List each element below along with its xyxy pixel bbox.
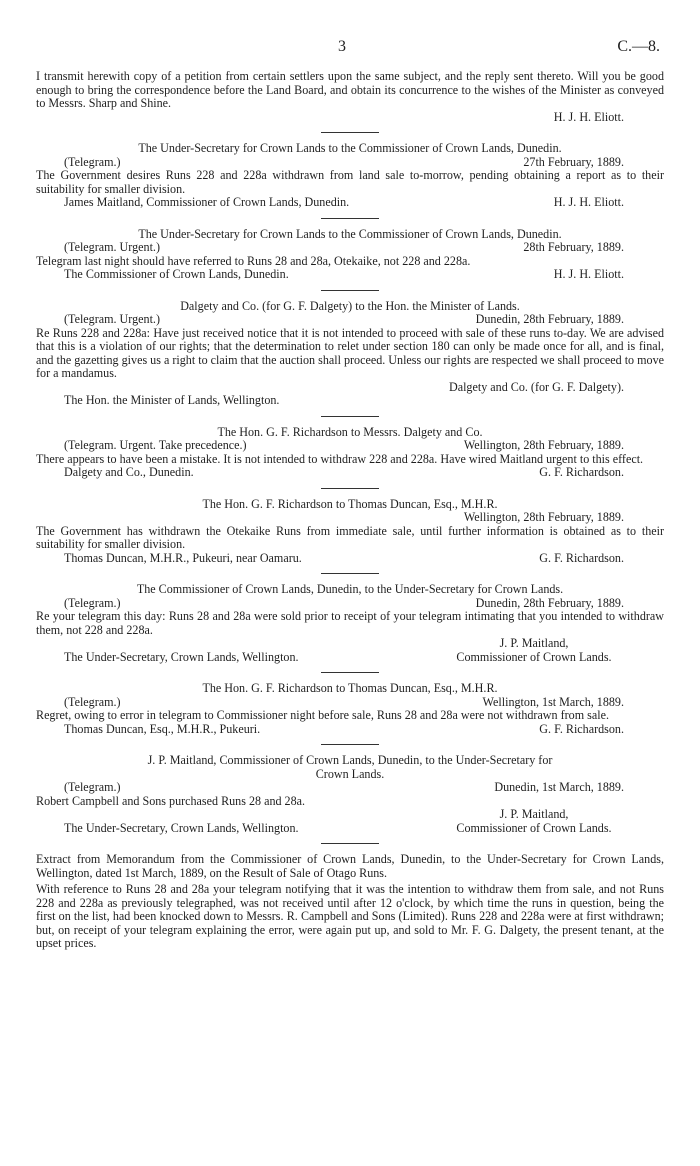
telegram-signature-title: Commissioner of Crown Lands.: [456, 820, 612, 835]
telegram-date: Wellington, 28th February, 1889.: [463, 438, 624, 452]
page-number: 3: [338, 38, 346, 55]
section-divider: [321, 218, 379, 219]
section-divider: [321, 290, 379, 291]
telegram-addressee: Thomas Duncan, Esq., M.H.R., Pukeuri.: [64, 721, 261, 736]
document-series: C.—8.: [617, 38, 660, 55]
telegram-signature: G. F. Richardson.: [539, 465, 624, 479]
telegram-3: [36, 300, 664, 408]
telegram-type: (Telegram. Urgent. Take precedence.): [64, 438, 247, 452]
telegram-date: 27th February, 1889.: [523, 154, 624, 169]
document-body: [36, 70, 664, 951]
telegram-signature: G. F. Richardson.: [539, 721, 624, 736]
section-divider: [321, 132, 379, 133]
section-divider: [321, 843, 379, 844]
telegram-body: The Government has withdrawn the Otekaike Runs from immediate sale, until further information is obtained as to their suitability for smaller division.: [36, 523, 664, 551]
page-header: [0, 38, 700, 60]
telegram-heading: The Hon. G. F. Richardson to Messrs. Dalgety and Co.: [217, 424, 483, 439]
telegram-heading: The Hon. G. F. Richardson to Thomas Duncan, Esq., M.H.R.: [202, 496, 498, 511]
intro-text: I transmit herewith copy of a petition from certain settlers upon the same subject, and the reply sent thereto. Will you be good enough to bring the correspondence before the Land Board, and obtain its concurrence to the wishes of the Minister as conveyed to Messrs. Sharp and Shine.: [36, 69, 664, 110]
telegram-type: (Telegram.): [64, 694, 121, 709]
section-divider: [321, 744, 379, 745]
telegram-4: [36, 426, 664, 480]
telegram-1: [36, 142, 664, 210]
section-divider: [321, 573, 379, 574]
telegram-6: [36, 583, 664, 664]
telegram-body: Re your telegram this day: Runs 28 and 28a were sold prior to receipt of your telegram intimating that you intended to withdraw them, not 228 and 228a.: [36, 609, 664, 637]
telegram-type: (Telegram. Urgent.): [64, 312, 160, 326]
telegram-signature-title: Commissioner of Crown Lands.: [456, 649, 612, 664]
telegram-7: [36, 682, 664, 736]
telegram-body: Re Runs 228 and 228a: Have just received notice that it is not intended to proceed with sale of these runs to-day. We are advised that this is a violation of our rights; that the determination to relet under section 180 can only be made once for all, and is final, and the gazetting gives us a right to claim that the auction shall proceed. Unless our rights are respected we shall proceed to move for a mandamus.: [36, 325, 665, 380]
telegram-8: [36, 754, 664, 835]
telegram-addressee: Thomas Duncan, M.H.R., Pukeuri, near Oamaru.: [64, 550, 302, 565]
section-divider: [321, 488, 379, 489]
telegram-heading: The Hon. G. F. Richardson to Thomas Duncan, Esq., M.H.R.: [202, 681, 498, 695]
telegram-2: [36, 228, 664, 282]
telegram-signature: Dalgety and Co. (for G. F. Dalgety).: [448, 379, 624, 394]
telegram-signature: J. P. Maitland,: [499, 807, 569, 821]
telegram-date: Wellington, 28th February, 1889.: [463, 510, 624, 524]
telegram-addressee: The Hon. the Minister of Lands, Wellington.: [64, 393, 280, 407]
telegram-body: There appears to have been a mistake. It is not intended to withdraw 228 and 228a. Have wired Maitland urgent to this effect.: [36, 451, 644, 466]
telegram-5: [36, 498, 664, 566]
extract-heading: Extract from Memorandum from the Commissioner of Crown Lands, Dunedin, to the Under-Secretary for Crown Lands, Wellington, dated 1st March, 1889, on the Result of Sale of Otago Runs.: [36, 852, 664, 880]
telegram-type: (Telegram.): [64, 154, 121, 169]
telegram-heading: The Commissioner of Crown Lands, Dunedin, to the Under-Secretary for Crown Lands.: [136, 582, 564, 596]
intro-section: [36, 70, 664, 124]
telegram-heading: The Under-Secretary for Crown Lands to the Commissioner of Crown Lands, Dunedin.: [138, 141, 562, 155]
extract-body: With reference to Runs 28 and 28a your telegram notifying that it was the intention to withdraw them from sale, and not Runs 228 and 228a as previously telegraphed, was not received until after 12 o'clock, by which time the runs in question, being the first on the list, had been knocked down to Messrs. R. Campbell and Sons (Limited). Runs 228 and 228a were at first withdrawn; but, on receipt of your telegram explaining the error, were again put up, and sold to Mr. F. G. Dalgety, the present tenant, at the upset prices.: [36, 882, 664, 950]
telegram-type: (Telegram.): [64, 595, 121, 610]
telegram-addressee: The Commissioner of Crown Lands, Dunedin.: [64, 267, 289, 281]
telegram-body: The Government desires Runs 228 and 228a withdrawn from land sale to-morrow, pending obtaining a report as to their suitability for smaller division.: [36, 168, 664, 196]
telegram-heading-continued: Crown Lands.: [315, 766, 385, 781]
telegram-addressee: The Under-Secretary, Crown Lands, Wellington.: [64, 820, 299, 835]
telegram-signature: J. P. Maitland,: [499, 636, 569, 650]
telegram-signature: H. J. H. Eliott.: [553, 195, 624, 209]
telegram-body: Telegram last night should have referred to Runs 28 and 28a, Otekaike, not 228 and 228a.: [36, 253, 471, 268]
telegram-signature: G. F. Richardson.: [539, 550, 624, 565]
telegram-type: (Telegram.): [64, 780, 121, 794]
section-divider: [321, 416, 379, 417]
memorandum-extract: [36, 853, 664, 951]
telegram-body: Regret, owing to error in telegram to Commissioner night before sale, Runs 28 and 28a were not withdrawn from sale.: [36, 708, 609, 722]
telegram-heading: The Under-Secretary for Crown Lands to the Commissioner of Crown Lands, Dunedin.: [138, 226, 562, 241]
telegram-addressee: The Under-Secretary, Crown Lands, Wellington.: [64, 649, 299, 664]
telegram-date: 28th February, 1889.: [523, 240, 624, 254]
telegram-heading: Dalgety and Co. (for G. F. Dalgety) to the Hon. the Minister of Lands.: [180, 298, 520, 313]
intro-signature: H. J. H. Eliott.: [553, 109, 624, 124]
telegram-type: (Telegram. Urgent.): [64, 240, 160, 254]
telegram-signature: H. J. H. Eliott.: [553, 267, 624, 281]
telegram-addressee: James Maitland, Commissioner of Crown Lands, Dunedin.: [64, 195, 350, 209]
section-divider: [321, 672, 379, 673]
telegram-body: Robert Campbell and Sons purchased Runs 28 and 28a.: [36, 793, 306, 808]
telegram-date: Dunedin, 28th February, 1889.: [475, 595, 624, 610]
telegram-date: Dunedin, 1st March, 1889.: [494, 780, 624, 794]
telegram-date: Dunedin, 28th February, 1889.: [475, 312, 624, 326]
telegram-heading: J. P. Maitland, Commissioner of Crown Lands, Dunedin, to the Under-Secretary for: [147, 753, 553, 767]
telegram-addressee: Dalgety and Co., Dunedin.: [64, 465, 194, 479]
telegram-date: Wellington, 1st March, 1889.: [482, 694, 624, 709]
